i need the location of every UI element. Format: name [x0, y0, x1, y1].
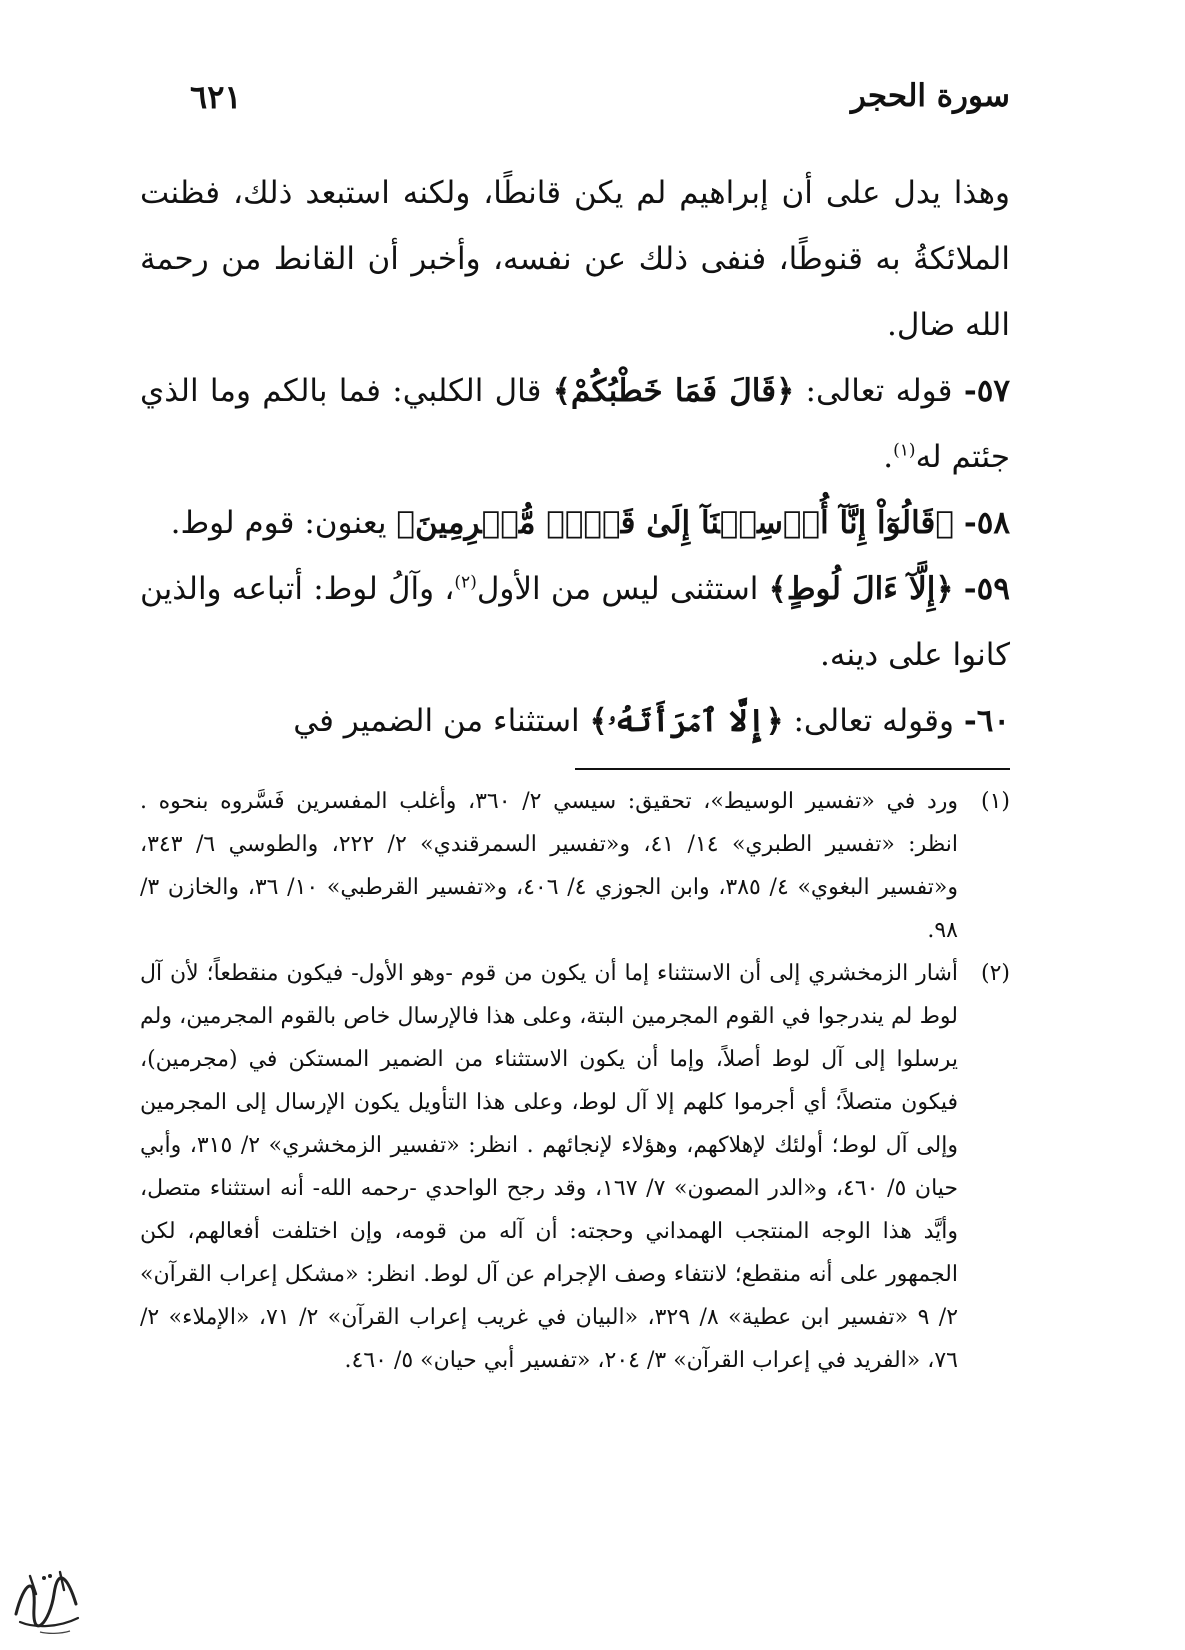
paragraph-verse-57: ٥٧- قوله تعالى: ﴿قَالَ فَمَا خَطْبُكُمْ﴾ قال الكلبي: فما بالكم وما الذي جئتم له$^{(١)}$.	[140, 373, 1011, 475]
paragraph-verse-60	[140, 688, 1010, 754]
commentary-text: استثناء من الضمير في	[293, 703, 580, 739]
footnote-number: (٢)	[980, 961, 1010, 986]
footnote-ref: (٢)	[454, 572, 477, 593]
verse-lead: وقوله تعالى:	[793, 703, 954, 739]
quran-quote: ﴿قَالُوٓاْ إِنَّآ أُرۡسِلۡنَآ إِلَىٰ قَوۡمٖ مُّجۡرِمِينَ﴾	[396, 505, 954, 541]
surah-title: سورة الحجر	[850, 78, 1010, 114]
paragraph-verse-59	[140, 556, 1010, 688]
commentary-text: قال الكلبي: فما بالكم وما الذي جئتم له	[140, 373, 1010, 475]
verse-number: ٥٨-	[963, 505, 1010, 541]
footnote-text: أشار الزمخشري إلى أن الاستثناء إما أن يكون من قوم -وهو الأول- فيكون منقطعاً؛ لأن آل لوط لم يندرجوا في القوم المجرمين البتة، وعلى هذا فالإرسال خاص بالقوم المجرمين، ولم يرسلوا إلى آل لوط أصلاً، وإما أن يكون الاستثناء من الضمير المستكن في (مجرمين)، فيكون متصلاً؛ أي أجرموا كلهم إلا آل لوط، وعلى هذا التأويل يكون الإرسال إلى المجرمين وإلى آل لوط؛ أولئك لإهلاكهم، وهؤلاء لإنجائهم . انظر: «تفسير الزمخشري» ٢/ ٣١٥، وأبي حيان ٥/ ٤٦٠، و«الدر المصون» ٧/ ١٦٧، وقد رجح الواحدي -رحمه الله- أنه استثناء متصل، وأيَّد هذا الوجه المنتجب الهمداني وحجته: أن آله من قومه، وإن اختلفت أفعالهم، لكن الجمهور على أنه منقطع؛ لانتفاء وصف الإجرام عن آل لوط. انظر: «مشكل إعراب القرآن» ٢/ ٩ «تفسير ابن عطية» ٨/ ٣٢٩، «البيان في غريب إعراب القرآن» ٢/ ٧١، «الإملاء» ٢/ ٧٦، «الفريد في إعراب القرآن» ٣/ ٢٠٤، «تفسير أبي حيان» ٥/ ٤٦٠.	[140, 961, 959, 1373]
commentary-text: يعنون: قوم لوط.	[170, 505, 387, 541]
footnote-divider	[575, 768, 1010, 770]
footnotes	[140, 780, 1010, 1382]
calligraphy-logo-icon	[10, 1564, 85, 1636]
footnote-ref: (١)	[893, 440, 916, 461]
page-number: ٦٢١	[190, 78, 242, 116]
page-header	[190, 78, 1010, 138]
commentary-text: ، وآلُ لوط: أتباعه والذين كانوا على دينه.	[140, 571, 1010, 673]
quran-quote: ﴿إِلَّآ ءَالَ لُوطٍ﴾	[768, 571, 954, 607]
verse-lead: قوله تعالى:	[805, 373, 953, 409]
quran-quote: ﴿قَالَ فَمَا خَطْبُكُمْ﴾	[552, 373, 795, 409]
footnote-number: (١)	[980, 789, 1010, 814]
verse-number: ٥٩-	[963, 571, 1010, 607]
paragraph-verse-58	[140, 490, 1010, 556]
main-text	[140, 160, 1010, 754]
verse-number: ٦٠-	[963, 703, 1010, 739]
footnote-2	[140, 952, 1010, 1382]
commentary-text: استثنى ليس من الأول	[476, 571, 759, 607]
footnote-text: ورد في «تفسير الوسيط»، تحقيق: سيسي ٢/ ٣٦٠، وأغلب المفسرين فَسَّروه بنحوه . انظر: «تفسير الطبري» ١٤/ ٤١، و«تفسير السمرقندي» ٢/ ٢٢٢، والطوسي ٦/ ٣٤٣، و«تفسير البغوي» ٤/ ٣٨٥، وابن الجوزي ٤/ ٤٠٦، و«تفسير القرطبي» ١٠/ ٣٦، والخازن ٣/ ٩٨.	[140, 789, 959, 943]
footnote-1	[140, 780, 1010, 952]
paragraph-intro: وهذا يدل على أن إبراهيم لم يكن قانطًا، ولكنه استبعد ذلك، فظنت الملائكةُ به قنوطًا، فنفى ذلك عن نفسه، وأخبر أن القانط من رحمة الله ضال.	[140, 175, 1010, 343]
quran-quote: ﴿إِلَّا ٱمۡرَأَتَهُۥ﴾	[589, 703, 784, 739]
verse-number: ٥٧-	[963, 373, 1011, 409]
